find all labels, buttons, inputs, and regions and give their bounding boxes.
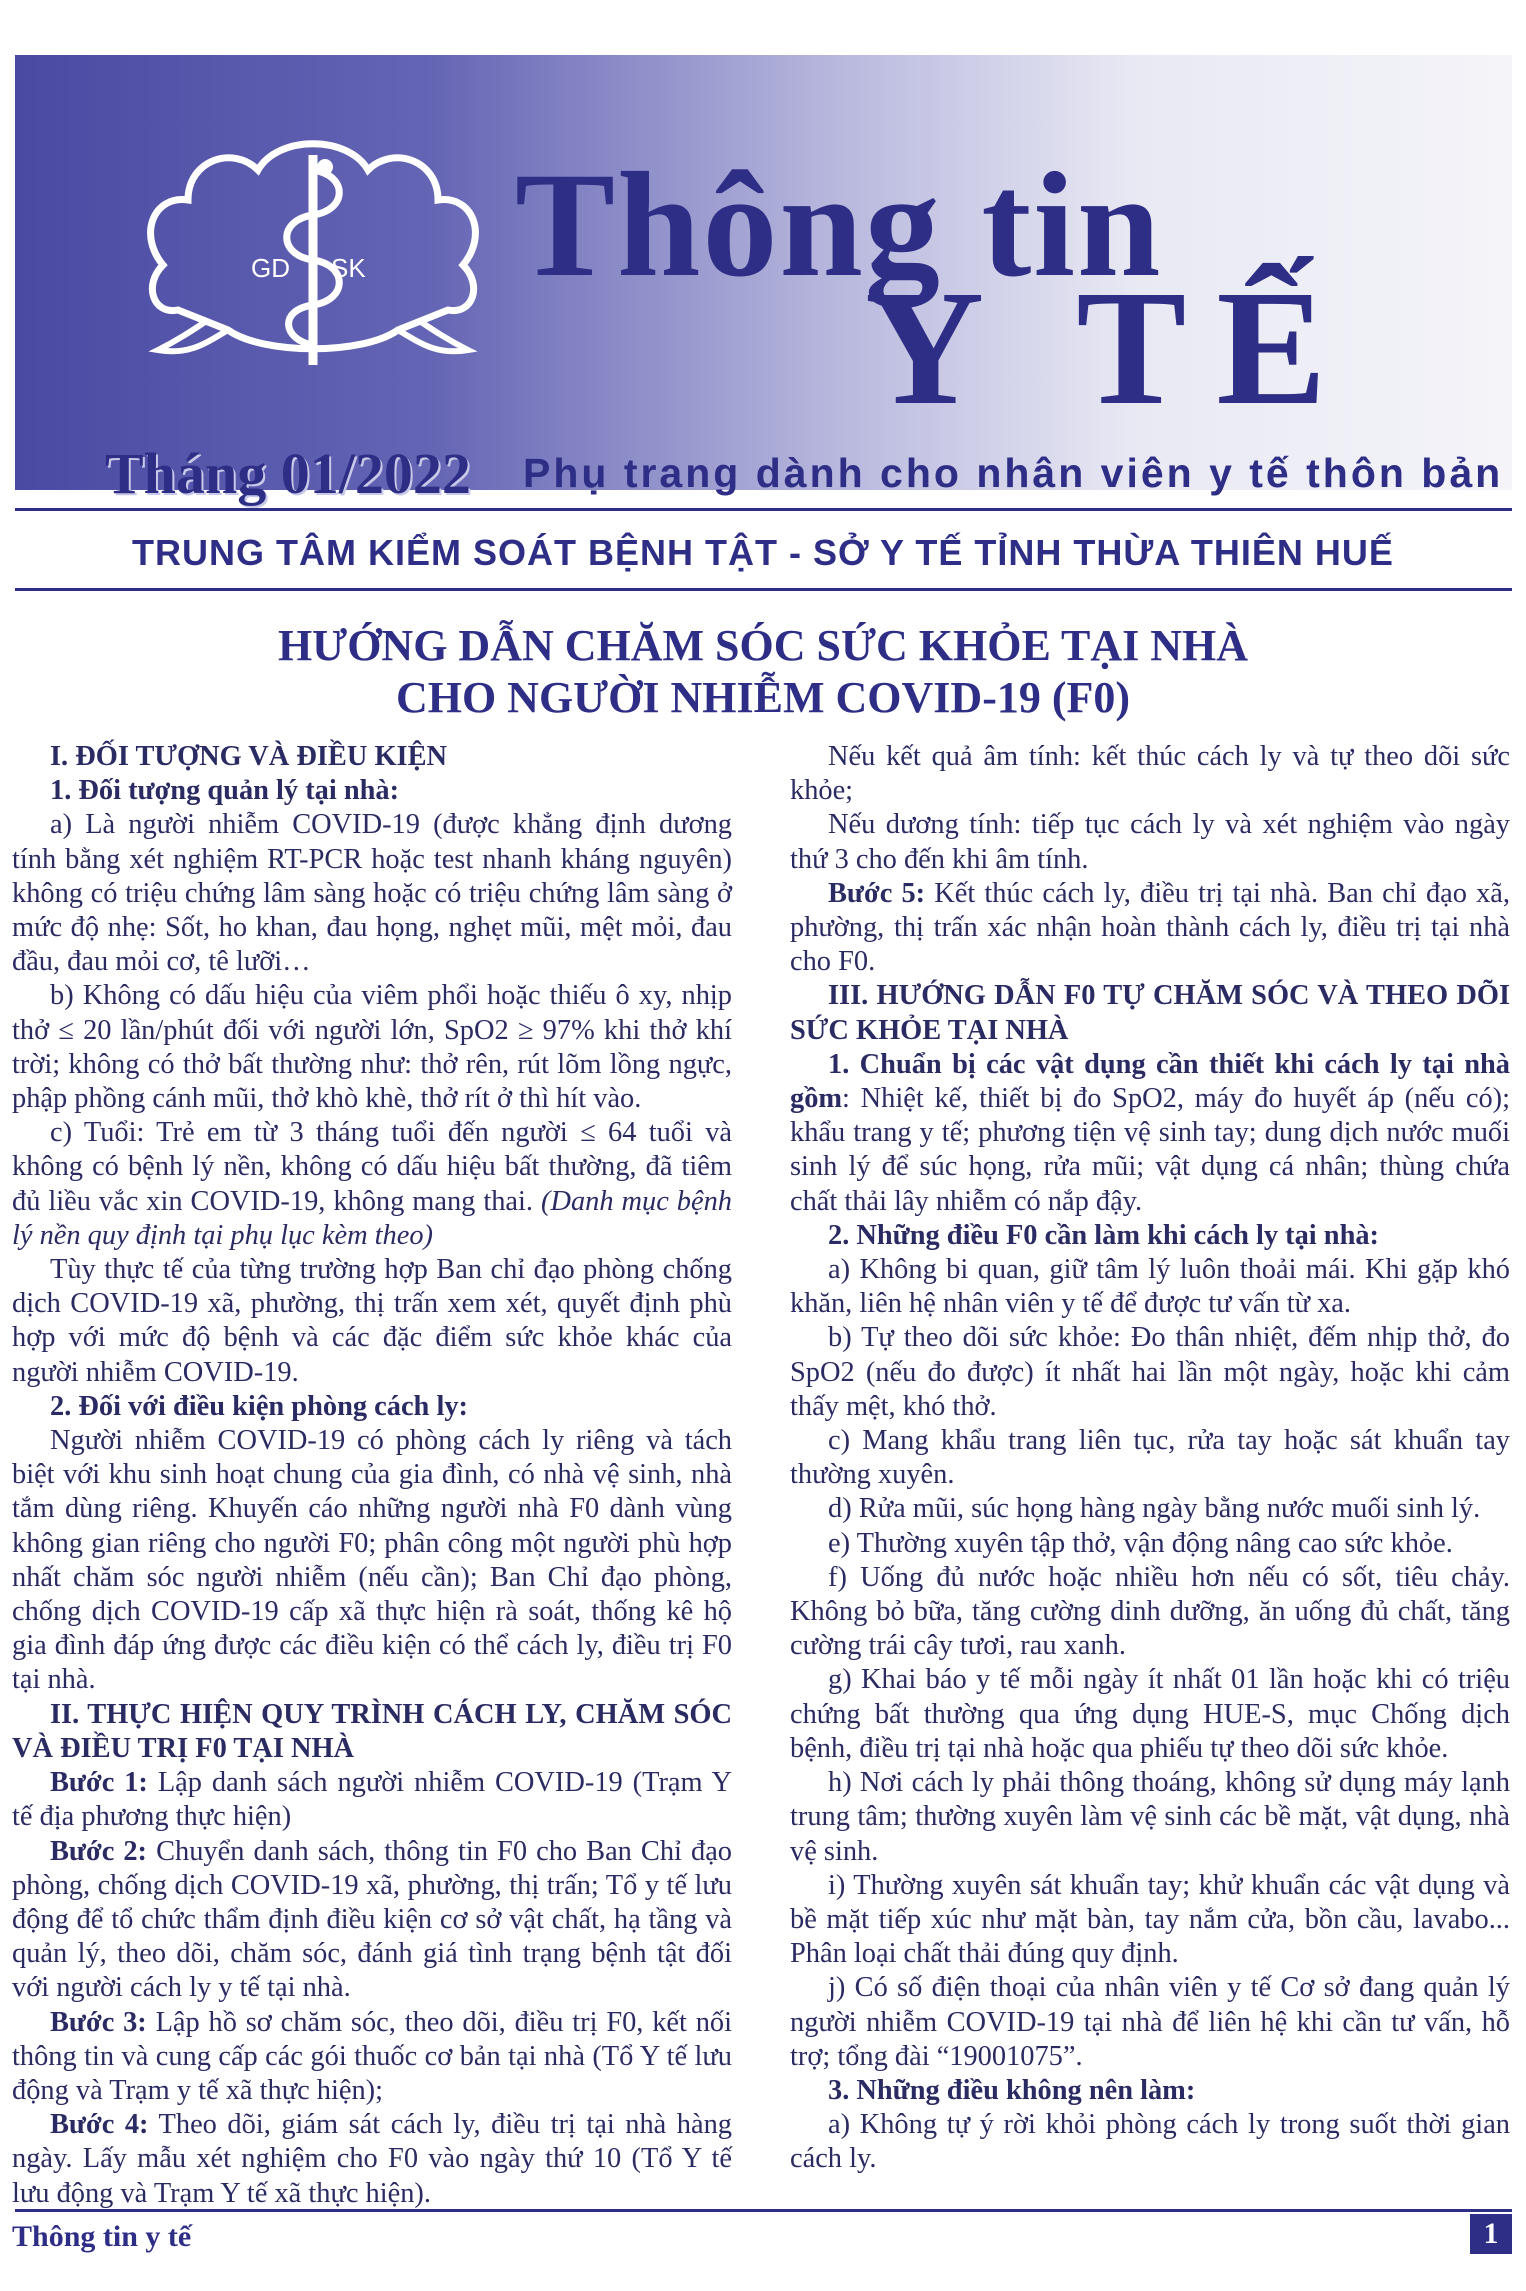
list-item: a) Không bi quan, giữ tâm lý luôn thoải mái. Khi gặp khó khăn, liên hệ nhân viên y tế để được tư vấn từ xa.: [790, 1254, 1510, 1320]
masthead-title-line2: Y TẾ: [865, 256, 1357, 439]
paragraph: b) Không có dấu hiệu của viêm phổi hoặc thiếu ô xy, nhịp thở ≤ 20 lần/phút đối với người lớn, SpO2 ≥ 97% khi thở khí trời; không có thở bất thường như: thở rên, rút lõm lồng ngực, phập phồng cánh mũi, thở khò khè, thở rít ở thì hít vào.: [12, 980, 732, 1115]
step-paragraph: [12, 2108, 732, 2211]
paragraph: [790, 1048, 1510, 1219]
list-item: i) Thường xuyên sát khuẩn tay; khử khuẩn các vật dụng và bề mặt tiếp xúc như mặt bàn, tay nắm cửa, bồn cầu, lavabo... Phân loại chất thải đúng quy định.: [790, 1869, 1510, 1970]
step-label: Bước 3:: [50, 2006, 147, 2038]
step-text: Lập hồ sơ chăm sóc, theo dõi, điều trị F0, kết nối thông tin và cung cấp các gói thuốc cơ bản tại nhà (Tổ Y tế lưu động và Trạm y tế xã thực hiện);: [12, 2006, 732, 2106]
step-label: Bước 2:: [50, 1835, 148, 1867]
paragraph: [12, 1116, 732, 1253]
subsection-heading: 1. Chuẩn bị các vật dụng cần thiết khi cách ly tại nhà gồm: [790, 1048, 1510, 1115]
step-paragraph: [12, 1766, 732, 1834]
list-item: h) Nơi cách ly phải thông thoáng, không sử dụng máy lạnh trung tâm; thường xuyên làm vệ sinh các bề mặt, vật dụng, nhà vệ sinh.: [790, 1767, 1510, 1867]
organization-name: TRUNG TÂM KIỂM SOÁT BỆNH TẬT - SỞ Y TẾ TỈNH THỪA THIÊN HUẾ: [132, 532, 1394, 573]
section-heading: I. ĐỐI TƯỢNG VÀ ĐIỀU KIỆN: [50, 741, 448, 772]
list-item: d) Rửa mũi, súc họng hàng ngày bằng nước muối sinh lý.: [828, 1493, 1481, 1525]
paragraph: Nếu kết quả âm tính: kết thúc cách ly và tự theo dõi sức khỏe;: [790, 741, 1510, 807]
step-text: Chuyển danh sách, thông tin F0 cho Ban Chỉ đạo phòng, chống dịch COVID-19 xã, phường, thị trấn; Tổ y tế lưu động để tổ chức thẩm định điều kiện cơ sở vật chất, hạ tầng và quản lý, theo dõi, chăm sóc, đánh giá tình trạng bệnh tật đối với người cách ly y tế tại nhà.: [12, 1835, 732, 2004]
masthead-subtitle: Phụ trang dành cho nhân viên y tế thôn bản: [523, 450, 1504, 496]
paragraph-text: c) Tuổi: Trẻ em từ 3 tháng tuổi đến người ≤ 64 tuổi và không có bệnh lý nền, không có dấu hiệu bất thường, đã tiêm đủ liều vắc xin COVID-19, không mang thai.: [12, 1117, 732, 1217]
top-divider: [15, 508, 1512, 511]
footer-title: Thông tin y tế: [12, 2220, 192, 2253]
article-title-line1: HƯỚNG DẪN CHĂM SÓC SỨC KHỎE TẠI NHÀ: [277, 621, 1249, 670]
subsection-heading: 3. Những điều không nên làm:: [828, 2074, 1196, 2106]
list-item: a) Không tự ý rời khỏi phòng cách ly trong suốt thời gian cách ly.: [790, 2109, 1510, 2175]
list-item: g) Khai báo y tế mỗi ngày ít nhất 01 lần hoặc khi có triệu chứng bất thường qua ứng dụng HUE-S, mục Chống dịch bệnh, điều trị tại nhà hoặc qua phiếu tự theo dõi sức khỏe.: [790, 1664, 1510, 1764]
page-number: 1: [1470, 2214, 1512, 2254]
step-paragraph: [790, 877, 1510, 980]
step-paragraph: [12, 1835, 732, 2006]
paragraph: Nếu dương tính: tiếp tục cách ly và xét nghiệm vào ngày thứ 3 cho đến khi âm tính.: [790, 809, 1510, 875]
left-column: [12, 740, 732, 2211]
section-heading: III. HƯỚNG DẪN F0 TỰ CHĂM SÓC VÀ THEO DÕI SỨC KHỎE TẠI NHÀ: [790, 980, 1510, 1046]
article-title-line2: CHO NGƯỜI NHIỄM COVID-19 (F0): [395, 673, 1131, 722]
paragraph-text: : Nhiệt kế, thiết bị đo SpO2, máy đo huyết áp (nếu có); khẩu trang y tế; phương tiện vệ sinh tay; dung dịch nước muối sinh lý để súc họng, rửa mũi; vật dụng cá nhân; thùng chứa chất thải lây nhiễm có nắp đậy.: [790, 1083, 1510, 1217]
step-text: Theo dõi, giám sát cách ly, điều trị tại nhà hàng ngày. Lấy mẫu xét nghiệm cho F0 vào ngày thứ 10 (Tổ Y tế lưu động và Trạm Y tế xã thực hiện).: [12, 2109, 732, 2209]
masthead-banner: [15, 55, 1512, 506]
logo-text-right: SK: [331, 253, 366, 283]
paragraph-note: (Danh mục bệnh lý nền quy định tại phụ lục kèm theo): [12, 1185, 732, 1251]
paragraph: a) Là người nhiễm COVID-19 (được khẳng định dương tính bằng xét nghiệm RT-PCR hoặc test nhanh kháng nguyên) không có triệu chứng lâm sàng hoặc có triệu chứng lâm sàng ở mức độ nhẹ: Sốt, ho khan, đau họng, nghẹt mũi, mệt mỏi, đau đầu, đau mỏi cơ, tê lưỡi…: [12, 809, 732, 978]
step-label: Bước 1:: [50, 1767, 148, 1799]
right-column: [790, 740, 1510, 2177]
footer-divider: [15, 2209, 1512, 2212]
list-item: c) Mang khẩu trang liên tục, rửa tay hoặc sát khuẩn tay thường xuyên.: [790, 1425, 1510, 1491]
list-item: j) Có số điện thoại của nhân viên y tế Cơ sở đang quản lý người nhiễm COVID-19 tại nhà để liên hệ khi cần tư vấn, hỗ trợ; tổng đài “19001075”.: [790, 1972, 1510, 2072]
subsection-heading: 2. Những điều F0 cần làm khi cách ly tại nhà:: [828, 1219, 1380, 1251]
subsection-heading: 1. Đối tượng quản lý tại nhà:: [50, 775, 400, 807]
step-label: Bước 4:: [50, 2109, 149, 2141]
logo-text-left: GD: [251, 253, 290, 283]
step-text: Lập danh sách người nhiễm COVID-19 (Trạm Y tế địa phương thực hiện): [12, 1767, 732, 1833]
org-divider: [15, 588, 1512, 591]
article-title: [0, 620, 1526, 724]
section-heading: II. THỰC HIỆN QUY TRÌNH CÁCH LY, CHĂM SÓC VÀ ĐIỀU TRỊ F0 TẠI NHÀ: [12, 1698, 732, 1764]
list-item: e) Thường xuyên tập thở, vận động nâng cao sức khỏe.: [828, 1527, 1453, 1559]
issue-date: Tháng 01/2022: [105, 441, 471, 506]
list-item: f) Uống đủ nước hoặc nhiều hơn nếu có sốt, tiêu chảy. Không bỏ bữa, tăng cường dinh dưỡng, ăn uống đủ chất, tăng cường trái cây tươi, rau xanh.: [790, 1561, 1510, 1662]
list-item: b) Tự theo dõi sức khỏe: Đo thân nhiệt, đếm nhịp thở, đo SpO2 (nếu đo được) ít nhất hai lần một ngày, hoặc khi cảm thấy mệt, khó thở.: [790, 1322, 1510, 1422]
paragraph: Người nhiễm COVID-19 có phòng cách ly riêng và tách biệt với khu sinh hoạt chung của gia đình, có nhà vệ sinh, nhà tắm dùng riêng. Khuyến cáo những người nhà F0 dành vùng không gian riêng cho người F0; phân công một người phù hợp nhất chăm sóc người nhiễm (nếu cần); Ban Chỉ đạo phòng, chống dịch COVID-19 cấp xã thực hiện rà soát, thống kê hộ gia đình đáp ứng được các điều kiện có thể cách ly, điều trị F0 tại nhà.: [12, 1425, 732, 1696]
subsection-heading: 2. Đối với điều kiện phòng cách ly:: [50, 1390, 468, 1422]
paragraph: Tùy thực tế của từng trường hợp Ban chỉ đạo phòng chống dịch COVID-19 xã, phường, thị trấn xem xét, quyết định phù hợp với mức độ bệnh và các đặc điểm sức khỏe khác của người nhiễm COVID-19.: [12, 1254, 732, 1388]
step-paragraph: [12, 2006, 732, 2109]
masthead-title-line1: Thông tin: [515, 142, 1163, 308]
step-label: Bước 5:: [828, 877, 926, 909]
step-text: Kết thúc cách ly, điều trị tại nhà. Ban chỉ đạo xã, phường, thị trấn xác nhận hoàn thành cách ly, điều trị tại nhà cho F0.: [790, 877, 1510, 978]
medical-logo-icon: [133, 115, 493, 405]
